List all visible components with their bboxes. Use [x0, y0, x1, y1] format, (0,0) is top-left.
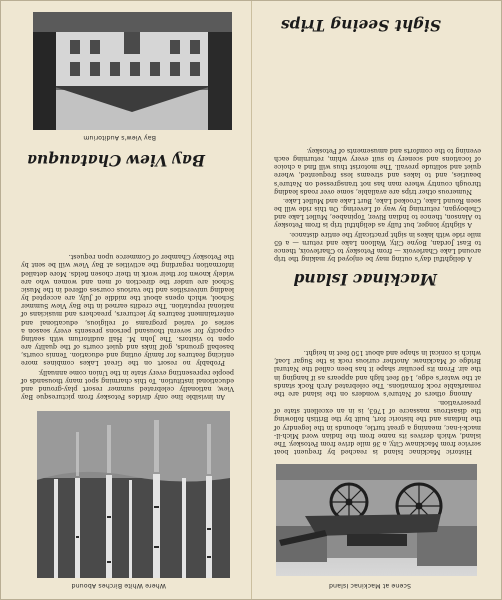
bay-view-text — [21, 252, 234, 401]
birches-photo-caption: Where White Birches Abound — [71, 582, 166, 589]
bay-view-paragraph: Probably no resort on the Great Lakes combines more enticing features for family outing and education. Tennis courts, baseball grounds, golf links and quiet courts of the quality are open to visitors. The John M. Hall auditorium with seating capacity for several thousand persons presents every season a series of varied programs of religious, educational and entertainment features by lecturers, preachers and musicians of national reputation. The credits earned in the Bay View Summer School, which opens about the middle of July, are accepted by leading universities and the various courses offered in the Music School are under the direction of men and women who are widely known for their work in their chosen fields. More detailed information regarding the activities at Bay View will be sent by the Petoskey Chamber of Commerce upon request. — [21, 253, 234, 368]
bay-view-panel — [1, 1, 252, 600]
sight-seeing-paragraph: A slightly longer, but fully as delightful trip is from Petoskey to Alanson, thence to Indian River, Topinabee, Mullet Lake and Cheboygan, returning by way of Levering. On this ride will be seen Round Lake, Crooked Lake, Burt Lake and Mullet Lake. — [274, 196, 481, 230]
auditorium-photo-caption: Bay View's Auditorium — [83, 134, 156, 141]
white-birches-photo — [37, 411, 230, 578]
mackinac-scene-photo — [276, 464, 477, 576]
auditorium-photo — [33, 12, 232, 130]
bay-view-heading: Bay View Chatauqua — [26, 151, 205, 170]
sight-seeing-text — [274, 146, 481, 263]
mackinac-heading: Mackinac Island — [293, 270, 437, 289]
sight-seeing-paragraph: Numerous other trips are available, some over roads leading through country where man has not transgressed on Nature's beauties, and to lakes and streams less frequented, where quiet and solitude prevail. The motorist thus will find a choice of locations and scenery to suit every whim, returning each evening to the comforts and amusements of Petoskey. — [274, 146, 481, 196]
mackinac-photo-caption: Scene at Mackinac Island — [328, 582, 411, 589]
sight-seeing-heading: Sight Seeing Trips — [280, 16, 441, 35]
mackinac-paragraph: Among others of Nature's wonders on the island are the remarkable rock formations. The celebrated Arch Rock stands at the water's edge, 140 feet high and appears as if hanging in the air. From its peculiar shape it has been called the Natural Bridge of Mackinaw. Another curious rock is the Sugar Loaf, which is conical in shape and about 150 feet in height. — [274, 349, 481, 398]
mackinac-text — [274, 348, 481, 456]
bay-view-paragraph: An invisible line only divides Petoskey from picturesque Bay View, nationally celebrated summer resort play-ground and educational institution. To this charming spot many thousands of people representing every state in the Union come annually. — [21, 368, 234, 401]
sight-seeing-paragraph: A delightful day's outing may be enjoyed by making the trip around Lake Charlevoix — from Petoskey to Charlevoix, thence to East Jordan, Boyne City, Walloon Lake and return — a 65 mile ride with lakes in sight practically the entire distance. — [274, 230, 481, 263]
brochure-sheet — [1, 1, 502, 600]
mackinac-paragraph: Historic Mackinac Island is reached by frequent boat service from Mackinaw City, a 36 mile drive from Petoskey. The island, which derives its name from the Indian word Mich-il-mack-i-nac, meaning a great turtle, abounds in the legendry of the Indians and the historic fort, built by the British following the disastrous massacre of 1763, is in an excellent state of preservation. — [274, 399, 481, 456]
mackinac-panel — [252, 1, 502, 600]
